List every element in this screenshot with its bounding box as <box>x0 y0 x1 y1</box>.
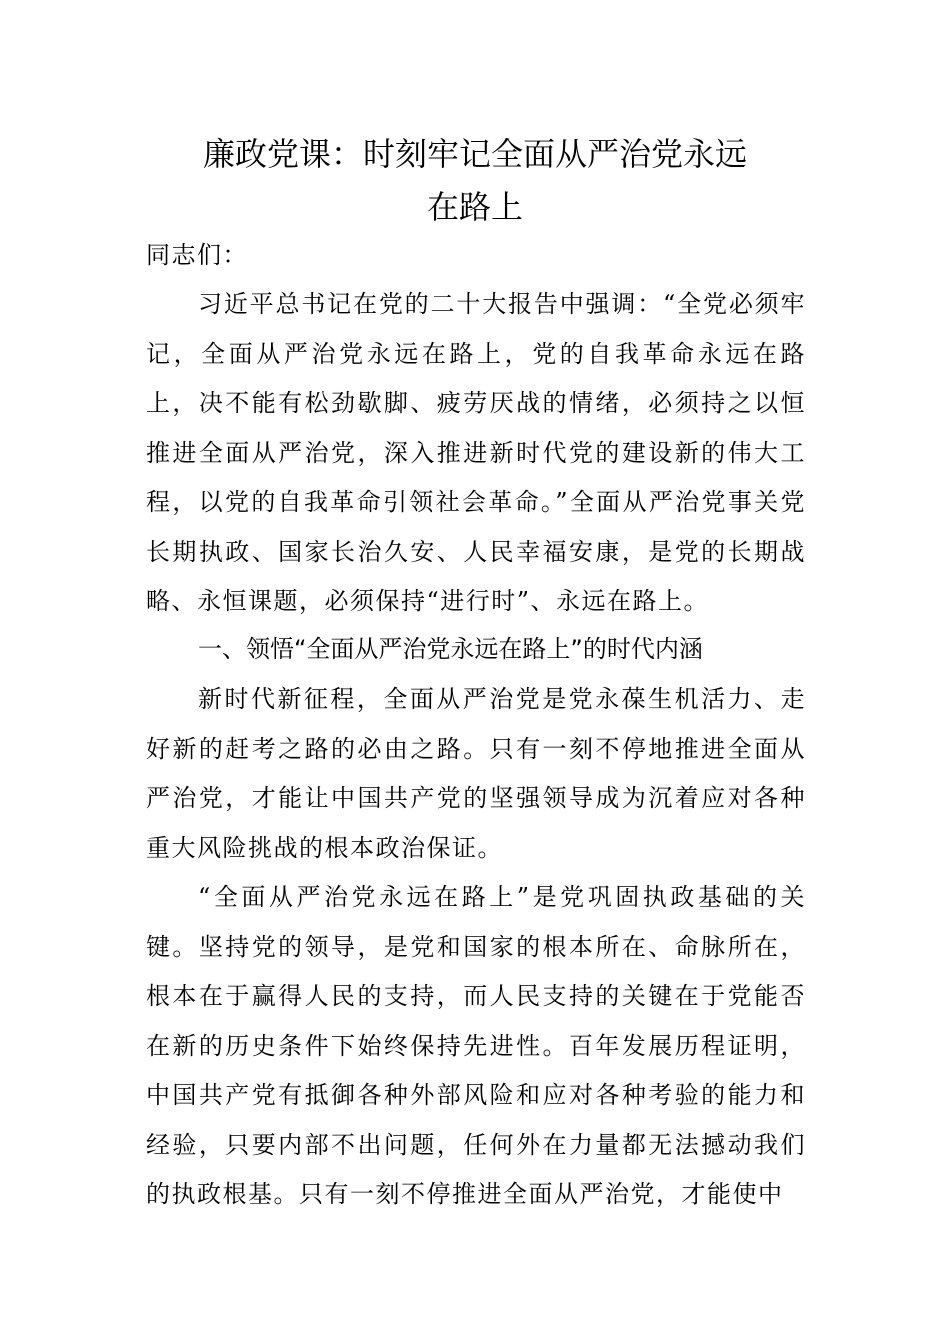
document-title-line-2: 在路上 <box>426 188 523 226</box>
document-title-line-1: 廉政党课：时刻牢记全面从严治党永远 <box>202 135 747 173</box>
paragraph-intro: 习近平总书记在党的二十大报告中强调：“全党必须牢记，全面从严治党永远在路上，党的自我革命永远在路上，决不能有松劲歇脚、疲劳厌战的情绪，必须持之以恒推进全面从严治党，深入推进新时代党的建设新的伟大工程，以党的自我革命引领社会革命。”全面从严治党事关党长期执政、国家长治久安、人民幸福安康，是党的长期战略、永恒课题，必须保持“进行时”、永远在路上。 <box>146 290 806 615</box>
paragraph-section-2: “全面从严治党永远在路上”是党巩固执政基础的关键。坚持党的领导，是党和国家的根本所在、命脉所在，根本在于赢得人民的支持，而人民支持的关键在于党能否在新的历史条件下始终保持先进性。百年发展历程证明，中国共产党有抵御各种外部风险和应对各种考验的能力和经验，只要内部不出问题，任何外在力量都无法撼动我们的执政根基。只有一刻不停推进全面从严治党，才能使中 <box>146 883 806 1208</box>
salutation: 同志们： <box>146 241 248 269</box>
paragraph-section-1: 新时代新征程，全面从严治党是党永葆生机活力、走好新的赶考之路的必由之路。只有一刻不停地推进全面从严治党，才能让中国共产党的坚强领导成为沉着应对各种重大风险挑战的根本政治保证。 <box>146 685 806 862</box>
section-heading: 一、领悟“全面从严治党永远在路上”的时代内涵 <box>198 635 703 663</box>
